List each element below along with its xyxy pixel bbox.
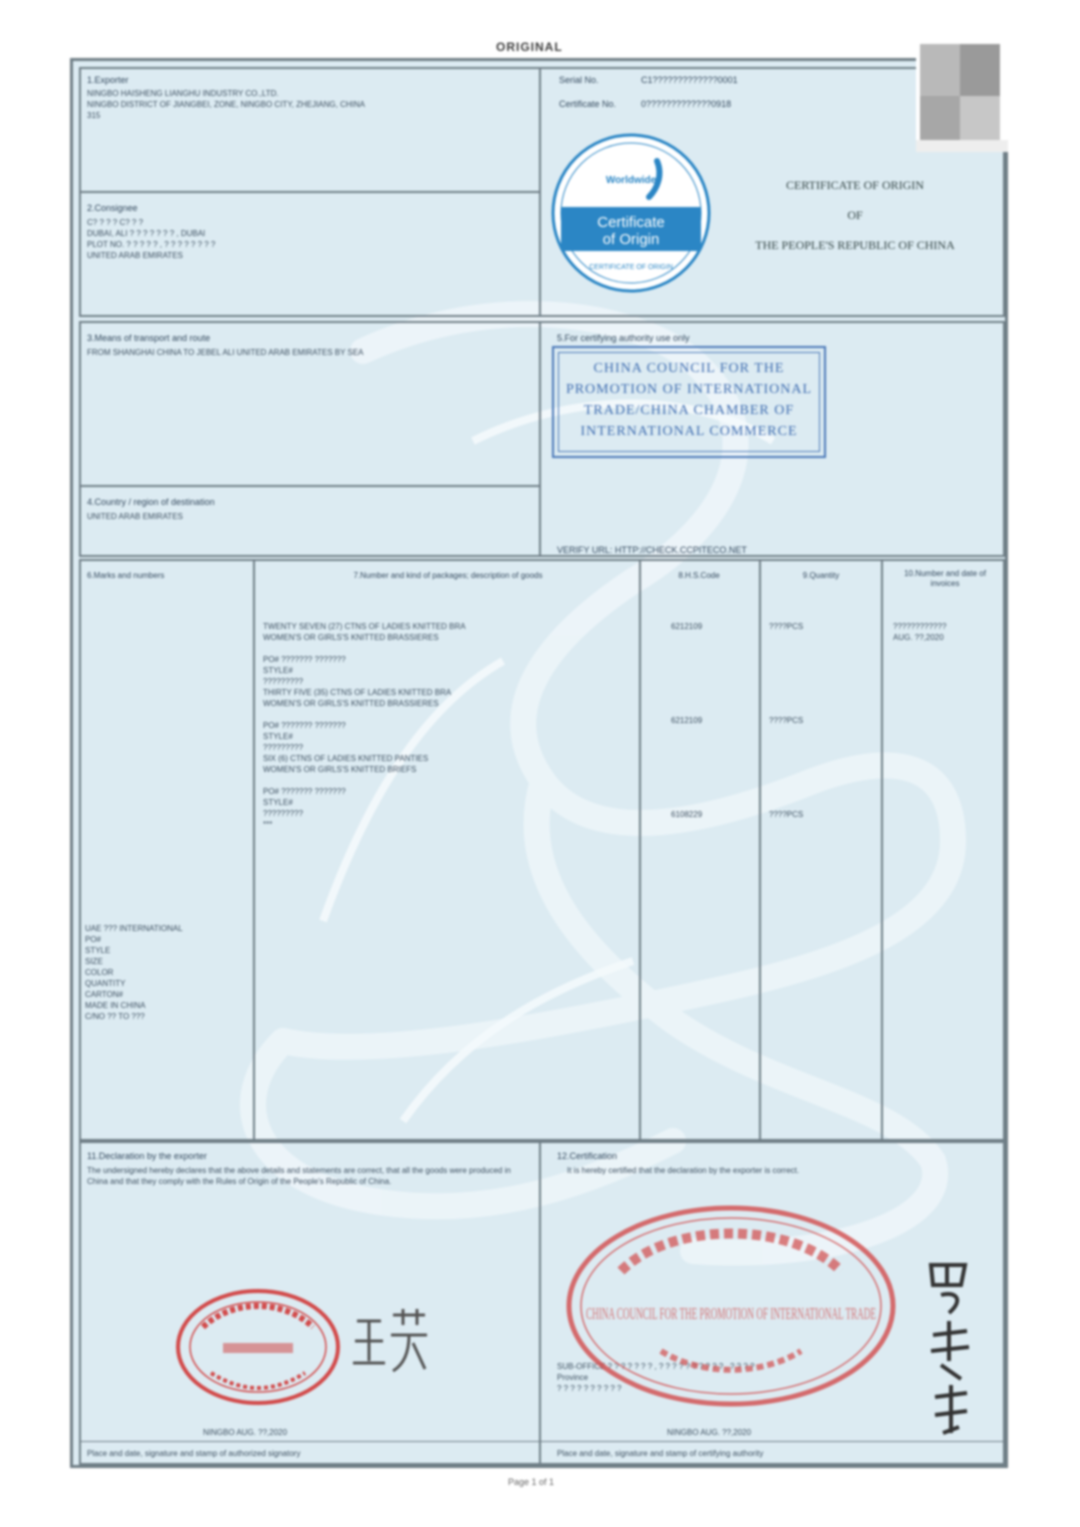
certification-label: 12.Certification [557,1151,618,1161]
goods-description: TWENTY SEVEN (27) CTNS OF LADIES KNITTED BRA WOMEN'S OR GIRLS'S KNITTED BRASSIERES PO# ??????? ??????? STYLE# ????????? THIRTY FIVE (35) CTNS OF LADIES KNITTED BRA WOMEN'S OR GIRLS'S KNITTED BRASSIERES PO# ??????? ??????? STYLE# ????????? SIX (6) CTNS OF LADIES KNITTED PANTIES WOMEN'S OR GIRLS'S KNITTED BRIEFS PO# ??????? ??????? STYLE# ????????? *** [263,622,466,829]
council-stamp-inner-border [558,352,820,452]
quantity-3: ????PCS [769,810,804,819]
transport-text: FROM SHANGHAI CHINA TO JEBEL ALI UNITED ARAB EMIRATES BY SEA [87,348,364,357]
destination-label: 4.Country / region of destination [87,497,215,507]
qr-code [916,40,1008,152]
certificate-number-value: 0?????????????0918 [641,99,732,109]
exporter-red-stamp [173,1287,343,1407]
transport-box [79,321,541,487]
certification-text: It is hereby certified that the declaration by the exporter is correct. [567,1166,800,1175]
logo-bottom-text: CERTIFICATE OF ORIGIN [589,264,673,271]
declaration-place-date: NINGBO AUG. ??,2020 [203,1428,288,1437]
goods-col-quantity [759,559,883,1141]
original-label: ORIGINAL [496,40,563,54]
certificate-title-line3: THE PEOPLE'S REPUBLIC OF CHINA [755,238,955,252]
exporter-text: NINGBO HAISHENG LIANGHU INDUSTRY CO.,LTD. NINGBO DISTRICT OF JIANGBEI, ZONE, NINGBO CITY, ZHEJIANG, CHINA 315 [87,89,365,120]
serial-label: Serial No. [559,75,599,85]
certifying-red-stamp [561,1201,901,1411]
description-header: 7.Number and kind of packages; description of goods [353,571,543,580]
declaration-text: The undersigned hereby declares that the above details and statements are correct, that all the goods were produced in China and that they comply with the Rules of Origin of the People's Republic of China. [87,1166,511,1186]
verify-url: VERIFY URL: HTTP://CHECK.CCPITECO.NET [557,545,747,555]
hs-code-2: 6212109 [671,716,703,725]
declaration-label: 11.Declaration by the exporter [87,1151,207,1161]
certificate-sheet [70,58,1008,1468]
invoice-value: ???????????? AUG. ??,2020 [893,622,947,642]
hs-code-3: 6108229 [671,810,703,819]
quantity-header: 9.Quantity [802,571,840,580]
logo-band-text-2: of Origin [602,231,660,248]
declaration-footer: Place and date, signature and stamp of authorized signatory [87,1449,301,1458]
certification-footer: Place and date, signature and stamp of certifying authority [557,1449,764,1458]
invoice-header: 10.Number and date of invoices [904,569,986,588]
quantity-1: ????PCS [769,622,804,631]
certificate-title-line1: CERTIFICATE OF ORIGIN [786,178,924,192]
consignee-text: C? ? ? ? C? ? ? DUBAI, ALI ? ? ? ? ? ? ? , DUBAI PLOT NO. ? ? ? ? ? , ? ? ? ? ? ? ? ? UNITED ARAB EMIRATES [87,218,216,260]
hs-code-header: 8.H.S.Code [678,571,720,580]
large-stamp-text: CHINA COUNCIL FOR THE PROMOTION OF INTERNATIONAL TRADE [586,1304,876,1323]
certification-footer-divider [539,1441,1005,1443]
hs-code-1: 6212109 [671,622,703,631]
destination-value: UNITED ARAB EMIRATES [87,512,183,521]
consignee-label: 2.Consignee [87,203,138,213]
certificate-title-line2: OF [847,208,863,222]
council-stamp-box [552,346,826,458]
transport-label: 3.Means of transport and route [87,333,211,343]
exporter-label: 1.Exporter [87,75,129,85]
council-stamp-text: CHINA COUNCIL FOR THE PROMOTION OF INTERNATIONAL TRADE/CHINA CHAMBER OF INTERNATIONAL COMMERCE [565,361,813,439]
serial-value: C1?????????????0001 [641,75,738,85]
certifying-signature [921,1251,981,1441]
declaration-footer-divider [79,1441,541,1443]
quantity-2: ????PCS [769,716,804,725]
goods-col-marks [79,559,255,1141]
marks-header: 6.Marks and numbers [87,571,165,580]
logo-band-text-1: Certificate [597,214,665,231]
page-number: Page 1 of 1 [508,1477,555,1487]
goods-col-hs [639,559,761,1141]
certificate-title [705,170,1005,260]
certificate-number-label: Certificate No. [559,99,617,109]
logo-top-text: Worldwide [605,175,657,186]
certification-sub-office: SUB-OFFICE ? ? ? ? ? ? ? , ? ? ? ? ? ? ? ? ? ? , ? ? ? ? Province ? ? ? ? ? ? ? ? ? ? [557,1362,755,1393]
exporter-signature [351,1301,431,1381]
exporter-box [79,67,541,193]
shipping-marks: UAE ??? INTERNATIONAL PO# STYLE SIZE COLOR QUANTITY CARTON# MADE IN CHINA C/NO ?? TO ??? [85,924,183,1021]
certification-place-date: NINGBO AUG. ??,2020 [667,1428,752,1437]
certifying-authority-label: 5.For certifying authority use only [557,333,690,343]
